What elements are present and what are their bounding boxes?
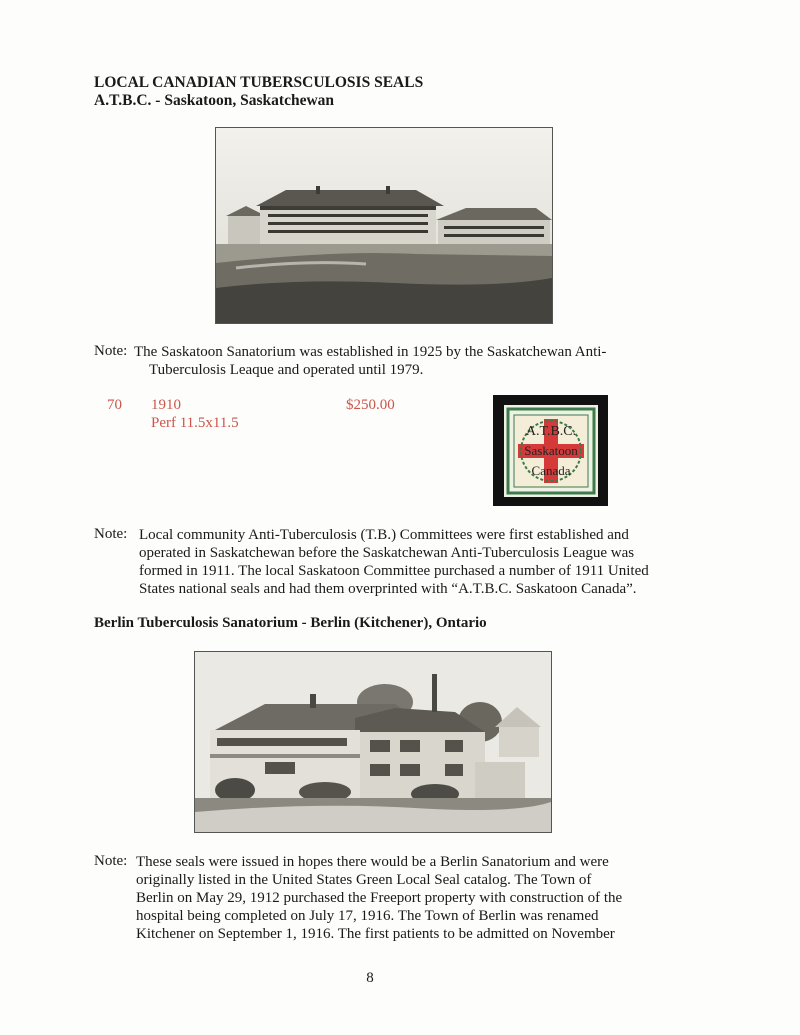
page-number: 8: [366, 970, 374, 986]
note1-line1: The Saskatoon Sanatorium was established in 1925 by the Saskatchewan Anti-: [134, 344, 607, 360]
note3-line3: Berlin on May 29, 1912 purchased the Freeport property with construction of the: [136, 890, 623, 906]
overprint-line-3: Canada: [531, 462, 570, 478]
page-title: LOCAL CANADIAN TUBERSCULOSIS SEALS: [94, 74, 424, 91]
note2-line2: operated in Saskatchewan before the Saskatchewan Anti-Tuberculosis League was: [139, 545, 635, 561]
note3-line5: Kitchener on September 1, 1916. The first patients to be admitted on November: [136, 926, 615, 942]
page-subtitle: A.T.B.C. - Saskatoon, Saskatchewan: [94, 92, 335, 109]
note3-line2: originally listed in the United States Green Local Seal catalog. The Town of: [136, 872, 592, 888]
note3-label: Note:: [94, 853, 128, 869]
note1-label: Note:: [94, 343, 128, 359]
catalog-number: 70: [107, 397, 122, 413]
note2-label: Note:: [94, 526, 128, 542]
perforation: Perf 11.5x11.5: [151, 415, 239, 431]
issue-year: 1910: [151, 397, 181, 413]
section2-title: Berlin Tuberculosis Sanatorium - Berlin (Kitchener), Ontario: [94, 615, 487, 631]
overprint-line-2: Saskatoon: [523, 442, 578, 458]
saskatoon-sanatorium-photo: [215, 127, 553, 324]
note2-line3: formed in 1911. The local Saskatoon Committee purchased a number of 1911 United: [139, 563, 649, 579]
berlin-sanatorium-photo: [194, 651, 552, 833]
note2-line1: Local community Anti-Tuberculosis (T.B.) Committees were first established and: [139, 527, 629, 543]
note3-line1: These seals were issued in hopes there would be a Berlin Sanatorium and were: [136, 854, 609, 870]
price: $250.00: [346, 397, 395, 413]
note3-line4: hospital being completed on July 17, 1916. The Town of Berlin was renamed: [136, 908, 599, 924]
note1-line2: Tuberculosis Leaque and operated until 1979.: [149, 362, 424, 378]
note2-line4: States national seals and had them overprinted with “A.T.B.C. Saskatoon Canada”.: [139, 581, 637, 597]
seal-stamp: [493, 395, 608, 506]
overprint-line-1: A.T.B.C.: [525, 423, 576, 439]
